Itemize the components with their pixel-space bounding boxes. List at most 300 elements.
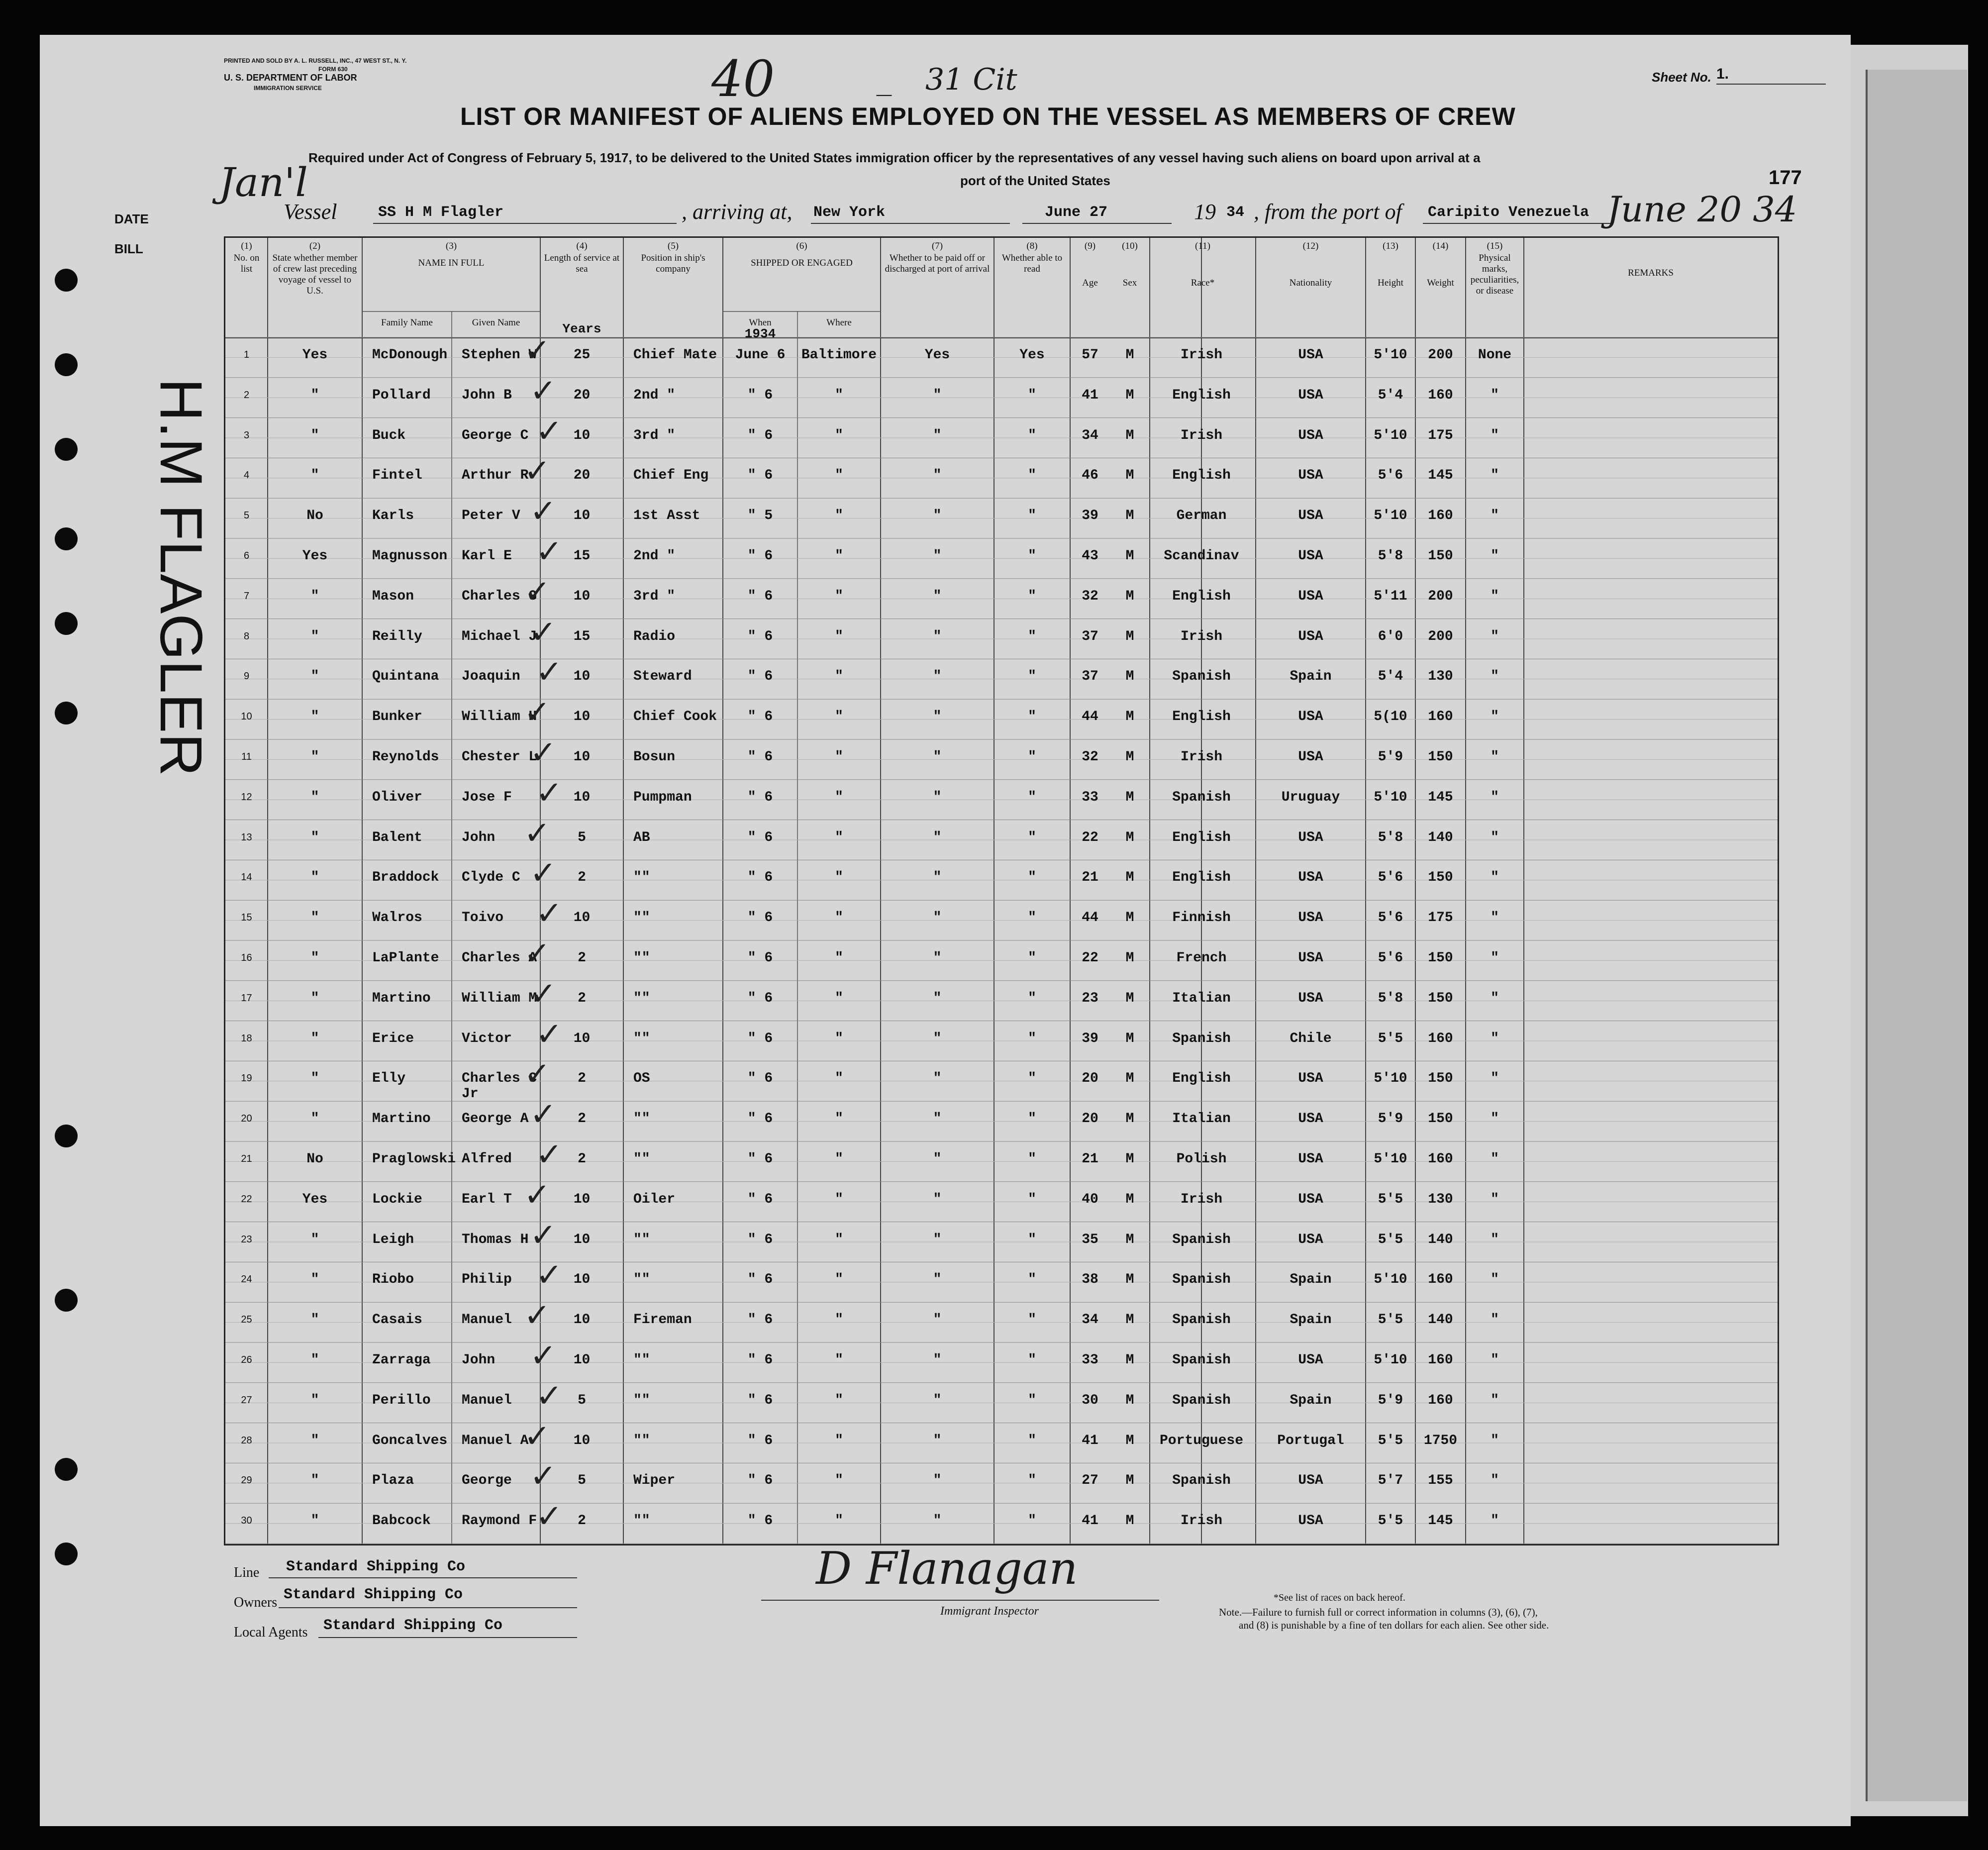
year-suffix: 34 [1226,204,1245,221]
check-mark: ✓ [530,734,557,771]
physical-marks: " [1491,829,1499,845]
column-header: Height [1378,278,1403,288]
nationality: USA [1298,709,1323,725]
weight: 150 [1428,1111,1453,1127]
check-mark: ✓ [530,372,557,410]
shipped-where: " [835,950,843,966]
physical-marks: " [1491,789,1499,805]
penalty-note-1: Note.—Failure to furnish full or correct information in columns (3), (6), (7), [1219,1606,1538,1618]
act-statement-2: port of the United States [960,173,1110,188]
given-name: Thomas H [462,1232,529,1247]
column-header: SHIPPED OR ENGAGED [751,258,853,268]
position: AB [633,829,650,845]
family-name: Babcock [372,1513,431,1529]
family-name: Martino [372,1111,431,1127]
able-to-read: " [1028,548,1036,564]
prior-voyage: " [310,1111,319,1127]
physical-marks: " [1491,990,1499,1006]
race: Portuguese [1159,1433,1244,1448]
prior-voyage: " [310,1352,319,1368]
age: 44 [1082,709,1098,725]
physical-marks: " [1491,1473,1499,1489]
check-mark: ✓ [530,1337,557,1374]
position: "" [633,1272,650,1288]
able-to-read: " [1028,1151,1036,1167]
service-years: 2 [578,870,586,886]
prior-voyage: " [310,749,319,765]
weight: 150 [1428,990,1453,1006]
sex: M [1125,1272,1134,1288]
column-number: (4) [576,241,588,251]
family-name: Quintana [372,669,439,685]
shipped-when: " 6 [747,1433,773,1448]
physical-marks: " [1491,1392,1499,1408]
shipped-where: Baltimore [801,347,877,363]
prior-voyage: " [310,1071,319,1087]
age: 20 [1082,1071,1098,1087]
sex: M [1125,1191,1134,1207]
arrival-port: New York [813,204,886,221]
given-name: Jose F [462,789,512,805]
family-name: Buck [372,427,406,443]
position: OS [633,1071,650,1087]
sex: M [1125,1392,1134,1408]
shipped-when: " 6 [747,910,773,926]
column-header: Weight [1427,278,1454,288]
check-mark: ✓ [524,332,551,369]
row-number: 30 [241,1515,252,1527]
age: 37 [1082,628,1098,644]
shipped-when: " 6 [747,588,773,604]
column-header: Position in ship's company [641,253,705,274]
height: 5'8 [1378,548,1403,564]
shipped-when: " 6 [747,548,773,564]
date-label: DATE [114,211,149,226]
prior-voyage: " [310,387,319,403]
sex: M [1125,1151,1134,1167]
race: English [1172,387,1231,403]
sex: M [1125,387,1134,403]
family-name: Casais [372,1312,422,1328]
check-mark: ✓ [536,533,563,570]
punch-hole [55,612,78,635]
column-number: (15) [1487,241,1503,251]
service-years: 10 [573,749,591,765]
column-header: Sex [1122,278,1137,288]
shipped-where: " [835,588,843,604]
position: 2nd " [633,387,676,403]
column-header: NAME IN FULL [418,258,485,268]
age: 46 [1082,468,1098,484]
shipped-when: " 6 [747,387,773,403]
height: 5'8 [1378,990,1403,1006]
race: Spanish [1172,1272,1231,1288]
family-name: Oliver [372,789,422,805]
age: 35 [1082,1232,1098,1247]
row-number: 2 [243,389,250,401]
weight: 150 [1428,749,1453,765]
prior-voyage: " [310,1312,319,1328]
paid-off: " [933,749,942,765]
sex: M [1125,1312,1134,1328]
race: Spanish [1172,1473,1231,1489]
nationality: USA [1298,1473,1323,1489]
page-number: 177 [1769,167,1802,189]
shipped-where: " [835,1352,843,1368]
service-years: 2 [578,950,586,966]
family-name: Praglowski [372,1151,456,1167]
weight: 145 [1428,468,1453,484]
service-years: 2 [578,1111,586,1127]
prior-voyage: " [310,709,319,725]
sex: M [1125,468,1134,484]
service-years: 2 [578,990,586,1006]
prior-voyage: " [310,669,319,685]
check-mark: ✓ [524,935,551,972]
weight: 140 [1428,1312,1453,1328]
prior-voyage: " [310,1473,319,1489]
column-number: (1) [241,241,252,251]
able-to-read: Yes [1019,347,1045,363]
inspector-label: Immigrant Inspector [940,1605,1039,1618]
row-number: 26 [241,1354,252,1365]
sex: M [1125,829,1134,845]
able-to-read: " [1028,1473,1036,1489]
nationality: Chile [1290,1030,1332,1046]
position: Chief Mate [633,347,717,363]
age: 21 [1082,1151,1098,1167]
weight: 160 [1428,1030,1453,1046]
shipped-where: " [835,749,843,765]
nationality: USA [1298,1151,1323,1167]
service-years: 2 [578,1513,586,1529]
physical-marks: " [1491,870,1499,886]
owners-value: Standard Shipping Co [284,1586,463,1603]
paid-off: " [933,1030,942,1046]
nationality: USA [1298,1191,1323,1207]
paid-off: " [933,1111,942,1127]
able-to-read: " [1028,990,1036,1006]
service-years: 10 [573,1191,591,1207]
check-mark: ✓ [524,1418,551,1455]
sex: M [1125,749,1134,765]
nationality: Portugal [1277,1433,1344,1448]
able-to-read: " [1028,870,1036,886]
vessel-name: SS H M Flagler [378,204,504,221]
row-number: 12 [241,791,252,803]
shipped-when: " 6 [747,1473,773,1489]
family-name: McDonough [372,347,448,363]
height: 5'11 [1374,588,1407,604]
arrival-date: June 27 [1045,204,1108,221]
check-mark: ✓ [536,895,563,932]
sex: M [1125,950,1134,966]
service-years: 10 [573,1030,591,1046]
nationality: USA [1298,468,1323,484]
service-years: 10 [573,508,591,524]
given-name: Michael J [462,628,537,644]
column-number: (11) [1195,241,1210,251]
family-name: Elly [372,1071,406,1087]
shipped-when: " 6 [747,1071,773,1087]
column-number: (9) [1084,241,1096,251]
row-number: 29 [241,1475,252,1486]
weight: 160 [1428,1272,1453,1288]
weight: 175 [1428,427,1453,443]
column-number: (6) [796,241,807,251]
check-mark: ✓ [536,654,563,691]
paid-off: " [933,387,942,403]
agents-value: Standard Shipping Co [323,1617,503,1634]
shipped-where: " [835,1232,843,1247]
height: 5'5 [1378,1433,1403,1448]
paid-off: " [933,1272,942,1288]
given-name: George C [462,427,529,443]
given-name: Victor [462,1030,512,1046]
shipped-when: " 6 [747,709,773,725]
weight: 200 [1428,588,1453,604]
nationality: Spain [1290,1272,1332,1288]
able-to-read: " [1028,910,1036,926]
physical-marks: " [1491,588,1499,604]
able-to-read: " [1028,1030,1036,1046]
prior-voyage: No [306,1151,323,1167]
row-number: 25 [241,1314,252,1326]
given-name: Raymond F [462,1513,537,1529]
physical-marks: " [1491,1513,1499,1529]
race: English [1172,588,1231,604]
prior-voyage: " [310,1272,319,1288]
able-to-read: " [1028,1513,1036,1529]
given-name: Toivo [462,910,504,926]
weight: 160 [1428,1352,1453,1368]
vertical-vessel-stamp: H.M FLAGLER [148,378,214,777]
weight: 145 [1428,789,1453,805]
row-number: 18 [241,1032,252,1044]
position: Pumpman [633,789,692,805]
given-name: William M [462,990,537,1006]
nationality: Spain [1290,669,1332,685]
line-value: Standard Shipping Co [286,1558,466,1575]
bill-label: BILL [114,241,143,256]
shipped-where: " [835,1151,843,1167]
given-name: Manuel A [462,1433,529,1448]
height: 5'9 [1378,1392,1403,1408]
row-number: 5 [243,510,250,521]
departure-port: Caripito Venezuela [1428,204,1590,221]
physical-marks: " [1491,1312,1499,1328]
race: Irish [1180,427,1222,443]
physical-marks: " [1491,1191,1499,1207]
age: 39 [1082,1030,1098,1046]
able-to-read: " [1028,628,1036,644]
position: 2nd " [633,548,676,564]
shipped-where: " [835,1513,843,1529]
shipped-when: " 6 [747,1111,773,1127]
nationality: USA [1298,1071,1323,1087]
penalty-note-2: and (8) is punishable by a fine of ten dollars for each alien. See other side. [1239,1619,1549,1631]
column-number: (8) [1026,241,1038,251]
age: 34 [1082,1312,1098,1328]
service-years: 2 [578,1071,586,1087]
weight: 150 [1428,950,1453,966]
sex: M [1125,1473,1134,1489]
race: English [1172,1071,1231,1087]
service-years: 10 [573,709,591,725]
column-number: (5) [667,241,679,251]
height: 5'5 [1378,1312,1403,1328]
shipped-when: " 6 [747,829,773,845]
shipped-where: " [835,628,843,644]
age: 20 [1082,1111,1098,1127]
physical-marks: " [1491,548,1499,564]
column-number: (10) [1122,241,1138,251]
shipped-where: " [835,990,843,1006]
sex: M [1125,1030,1134,1046]
act-statement: Required under Act of Congress of February 5, 1917, to be delivered to the United States immigration officer by the representatives of any vessel having such aliens on board upon arrival at a [308,150,1481,165]
age: 40 [1082,1191,1098,1207]
family-name: Martino [372,990,431,1006]
physical-marks: " [1491,387,1499,403]
row-number: 11 [241,751,252,762]
physical-marks: " [1491,1433,1499,1448]
column-header: Whether able to read [1001,253,1063,274]
punch-hole [55,702,78,724]
given-name: Chester L [462,749,537,765]
shipped-where: " [835,1111,843,1127]
race: Irish [1180,347,1222,363]
position: "" [633,1151,650,1167]
check-mark: ✓ [524,1297,551,1335]
shipped-when: " 6 [747,427,773,443]
position: Chief Eng [633,468,709,484]
position: "" [633,1513,650,1529]
row-number: 15 [241,912,252,924]
height: 5(10 [1374,709,1407,725]
check-mark: ✓ [530,975,557,1013]
shipped-when: " 6 [747,990,773,1006]
prior-voyage: No [306,508,323,524]
nationality: USA [1298,1513,1323,1529]
handwritten-departure-date: June 20 34 [1607,189,1797,230]
shipped-where: " [835,1030,843,1046]
sex: M [1125,910,1134,926]
given-name: Earl T [462,1191,512,1207]
given-name: Peter V [462,508,520,524]
able-to-read: " [1028,1232,1036,1247]
race: English [1172,468,1231,484]
row-number: 10 [241,711,252,722]
nationality: USA [1298,870,1323,886]
given-name: Charles G [462,588,537,604]
shipped-year: 1934 [744,326,776,341]
check-mark: ✓ [536,1498,563,1536]
check-mark: ✓ [530,614,557,651]
check-mark: ✓ [524,1176,551,1214]
family-name: Fintel [372,468,422,484]
check-mark: ✓ [524,694,551,731]
sex: M [1125,870,1134,886]
check-mark: ✓ [536,1136,563,1173]
shipped-when: " 6 [747,1272,773,1288]
shipped-where: " [835,1272,843,1288]
height: 5'10 [1374,1071,1407,1087]
family-name: Lockie [372,1191,422,1207]
service-years: 5 [578,1392,586,1408]
able-to-read: " [1028,1392,1036,1408]
shipped-where: " [835,1071,843,1087]
sex: M [1125,1433,1134,1448]
sheet-label: Sheet No. [1652,70,1711,85]
race: Spanish [1172,1030,1231,1046]
position: 1st Asst [633,508,700,524]
owners-label: Owners [234,1595,278,1610]
height: 5'5 [1378,1030,1403,1046]
year-prefix: 19 [1194,200,1216,224]
prior-voyage: " [310,950,319,966]
check-mark: ✓ [536,412,563,450]
service-years: 15 [573,548,591,564]
race: Spanish [1172,1232,1231,1247]
race: French [1176,950,1227,966]
nationality: USA [1298,1232,1323,1247]
paid-off: " [933,870,942,886]
position: Wiper [633,1473,676,1489]
prior-voyage: " [310,1433,319,1448]
family-name: Pollard [372,387,431,403]
nationality: USA [1298,347,1323,363]
physical-marks: " [1491,1232,1499,1247]
weight: 1750 [1423,1433,1458,1448]
nationality: Spain [1290,1312,1332,1328]
service-years: 10 [573,1232,591,1247]
given-name: George A [462,1111,529,1127]
physical-marks: " [1491,1030,1499,1046]
family-name: Plaza [372,1473,414,1489]
row-number: 4 [243,470,250,481]
weight: 200 [1428,347,1453,363]
physical-marks: " [1491,950,1499,966]
weight: 140 [1428,1232,1453,1247]
check-mark: ✓ [530,1096,557,1133]
race: Spanish [1172,789,1231,805]
inspector-signature: D Flanagan [816,1542,1078,1595]
row-number: 21 [241,1153,252,1164]
paid-off: " [933,1513,942,1529]
service-years: 10 [573,588,591,604]
able-to-read: " [1028,829,1036,845]
sex: M [1125,709,1134,725]
nationality: USA [1298,749,1323,765]
manifest-sheet: DATE BILL H.M FLAGLER PRINTED AND SOLD BY A. L. RUSSELL, INC., 47 WEST ST., N. Y. FORM 630 U. S. DEPARTMENT OF LABOR IMMIGRATION SERVICE 40 — 31 Cit Sheet No. 1. LIST OR MANIFEST OF ALIENS EMPLOYED ON THE VESSEL AS MEMBERS OF CREW Jan'l Required under Act of Congress of February 5, 1917, to be delivered to the United States immigration officer by the representatives of any vessel having such aliens on board upon arrival at a port of the United States 177 Vessel SS H M Flagler , arriving at, New York June 27 19 34 , from the port of Caripito Venezuela June 20 34 (1) No. on list (2) State whether member of crew last preceding voyage of vessel to U.S. (3) NAME IN FULL (4) Length of service at sea (5) Position in ship's company (6) SHIPPED OR ENGAGED (7) Whether to be paid off or discharged at port of arrival (8) Whether able to read (9) Age (10) Sex (11) Race* (12) Nationality (13) Height (14) Weight (15) Physical marks, peculiarities, or disease REMARKS Family Name Given Name When Where Years 1934 1 Yes McDonough Stephen W 25 Chief Mate June 6 Baltimore Yes Yes 57 M Irish USA 5'10 200 None ✓ 2 " Pollard John B 20 2nd " " 6 " " " 41 M English USA 5'4 160 " ✓ 3 " Buck George C 10 3rd " " 6 " " " 34 M Irish USA 5'10 175 " ✓ 4 " Fintel Arthur R 20 Chief Eng " 6 " " " 46 M English USA 5'6 145 " ✓ 5 No Karls Peter V 10 1st Asst " 5 " " " 39 M German USA 5'10 160 " ✓ 6 Yes Magnusson Karl E 15 2nd " " 6 " " " 43 M Scandinav USA 5'8 150 " ✓ 7 " Mason Charles G 10 3rd " " 6 " " " 32 M English USA 5'11 200 " ✓ 8 " Reilly Michael J 15 Radio " 6 " " " 37 M Irish USA 6'0 200 " ✓ 9 " Quintana Joaquin 10 Steward " 6 " " " 37 M Spanish Spain 5'4 130 " ✓ 10 " Bunker William H 10 Chief Cook " 6 " " " 44 M English USA 5(10 160 " ✓ 11 " Reynolds Chester L 10 Bosun " 6 " " " 32 M Irish USA 5'9 150 " ✓ 12 " Oliver Jose F 10 Pumpman " 6 " " " 33 M Spanish Uruguay 5'10 145 " ✓ 13 " Balent John 5 AB " 6 " " " 22 M English USA 5'8 140 " ✓ 14 " Braddock Clyde C 2 "" " 6 " " " 21 M English USA 5'6 150 " ✓ 15 " Walros Toivo 10 "" " 6 " " " 44 M Finnish USA 5'6 175 " ✓ 16 " LaPlante Charles A 2 "" " 6 " " " 22 M French USA 5'6 150 " ✓ 17 " Martino William M 2 "" " 6 " " " 23 M Italian USA 5'8 150 " ✓ 18 " Erice Victor 10 "" " 6 " " " 39 M Spanish Chile 5'5 160 " ✓ 19 " Elly Charles C Jr 2 OS " 6 " " " 20 M English USA 5'10 150 " ✓ 20 " Martino George A 2 "" " 6 " " " 20 M Italian USA 5'9 150 " ✓ 21 No Praglowski Alfred 2 "" " 6 " " " 21 M Polish USA 5'10 160 " ✓ 22 Yes Lockie Earl T 10 Oiler " 6 " " " 40 M Irish USA 5'5 130 " ✓ 23 " Leigh Thomas H 10 "" " 6 " " " 35 M Spanish USA 5'5 140 " ✓ 24 " Riobo Philip 10 "" " 6 " " " 38 M Spanish Spain 5'10 160 " ✓ 25 " Casais Manuel 10 Fireman " 6 " " " 34 M Spanish Spain 5'5 140 " ✓ 26 " Zarraga John 10 "" " 6 " " " 33 M Spanish USA 5'10 160 " ✓ 27 " Perillo Manuel 5 "" " 6 " " " 30 M Spanish Spain 5'9 160 " ✓ 28 " Goncalves Manuel A 10 "" " 6 " " " 41 M Portuguese Portugal 5'5 1750 " ✓ 29 " Plaza George 5 Wiper " 6 " " " 27 M Spanish USA 5'7 155 " ✓ 30 " Babcock Raymond F 2 "" " 6 " " " 41 M Irish USA 5'5 145 " ✓ Line Standard Shipping Co Owners Standard Shipping Co Local Agents Standard Shipping Co D Flanagan Immigrant Inspector *See list of races on back hereof. Note.—Failure to furnish full or correct information in columns (3), (6), (7), and (8) is punishable by a fine of ten dollars for each alien. See other side. [40,35,1851,1826]
given-name: John B [462,387,512,403]
able-to-read: " [1028,1272,1036,1288]
physical-marks: " [1491,749,1499,765]
age: 38 [1082,1272,1098,1288]
paid-off: " [933,1352,942,1368]
column-header: Length of service at sea [544,253,620,274]
column-number: (12) [1302,241,1319,251]
paid-off: " [933,1473,942,1489]
sex: M [1125,347,1134,363]
race: Finnish [1172,910,1231,926]
able-to-read: " [1028,508,1036,524]
check-mark: ✓ [530,855,557,892]
sex: M [1125,1513,1134,1529]
able-to-read: " [1028,1071,1036,1087]
race: Spanish [1172,1392,1231,1408]
row-number: 28 [241,1435,252,1446]
